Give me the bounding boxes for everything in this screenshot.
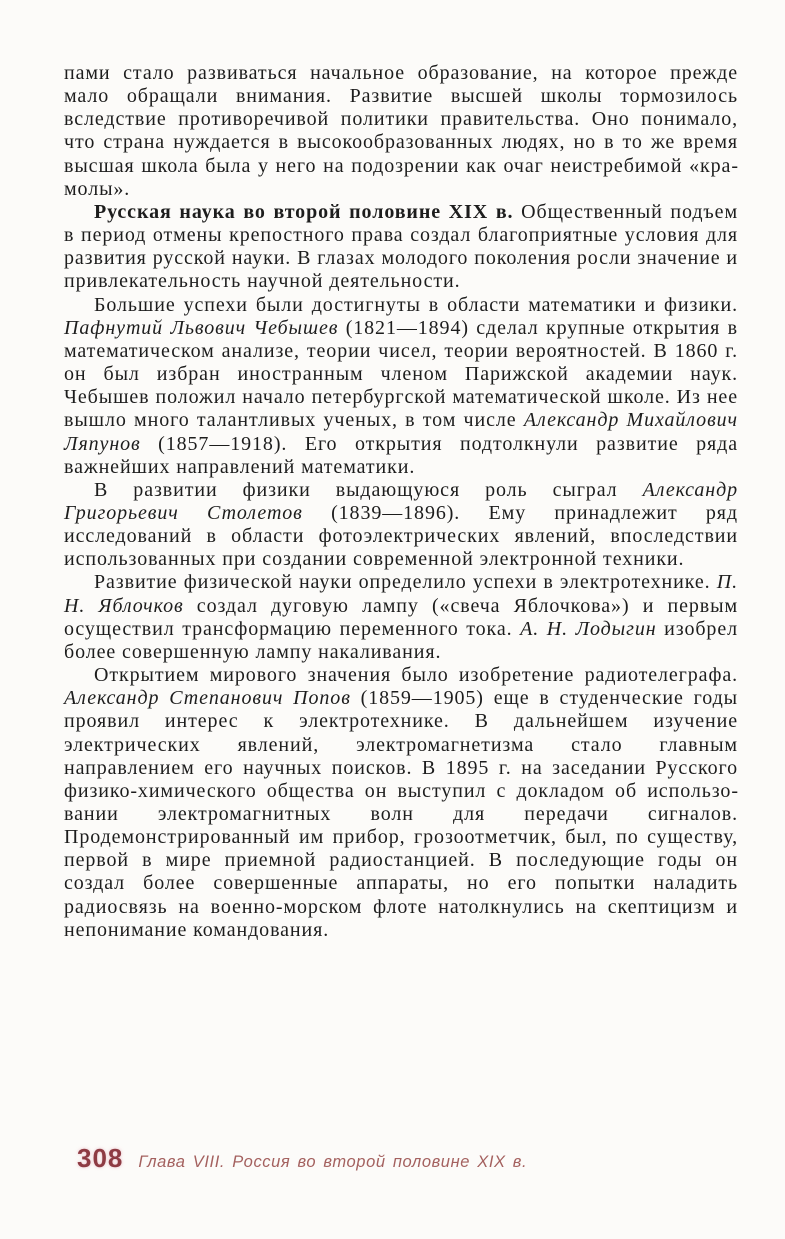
text-run-normal: Большие успехи были достигнуты в области математики и физики. — [94, 293, 738, 316]
text-run-normal: изобрел более совершенную лампу накаливания. — [64, 617, 738, 663]
page-footer — [77, 1143, 527, 1174]
text-run-italic: Пафнутий Львович Чебышев — [64, 316, 339, 339]
text-run-normal: (1821—1894) сделал крупные открытия в математическом анализе, теории чисел, теории вероятностей. В 1860 г. он был избран иностранным членом Парижской академии наук. Чебышев положил начало петербургской математической школе. Из нее вышло много талантливых ученых, в том числе — [64, 316, 738, 432]
text-run-normal: Развитие физической науки определило успехи в электротехнике. — [94, 571, 717, 594]
text-run-bold: Русская наука во второй половине XIX в. — [94, 200, 514, 223]
text-run-normal: (1859—1905) еще в студенческие годы проявил интерес к электротехнике. В дальнейшем изучение электрических явлений, электромагнетизма стало главным направлением его научных поисков. В 1895 г. на заседании Русского физико-химического общества он выступил с докладом об использовании электромагнитных волн для передачи сигналов. Продемонстрированный им прибор, грозоотметчик, был, по существу, первой в мире приемной радиостанцией. В последующие годы он создал более совершенные аппараты, но его попытки наладить радиосвязь на военно-морском флоте натолкнулись на скептицизм и непонимание командования. — [64, 687, 738, 941]
text-run-normal: пами стало развиваться начальное образование, на которое прежде мало обращали внимания. Развитие высшей школы тормозилось вследствие противоречивой политики правительства. Оно понимало, что страна нуждается в высокообразованных людях, но в то же время высшая школа была у него на подозрении как очаг неистребимой «крамолы». — [64, 62, 738, 200]
page-body-text — [64, 62, 738, 942]
text-run-normal: (1857—1918). Его открытия подтолкнули развитие ряда важнейших направлений математики. — [64, 432, 738, 478]
text-run-normal: Общественный подъем в период отмены крепостного права создал благоприятные условия для развития русской науки. В глазах молодого поколения росли значение и привлекательность научной деятельности. — [64, 200, 738, 293]
chapter-title: Глава VIII. Россия во второй половине XIX в. — [138, 1153, 528, 1171]
text-run-normal: (1839—1896). Ему принадлежит ряд исследований в области фотоэлектрических явлений, впоследствии использованных при создании современной электронной техники. — [64, 501, 738, 571]
text-run-italic: А. Н. Лодыгин — [520, 617, 657, 640]
paragraph — [64, 201, 738, 294]
text-run-italic: Александр Михайлович Ляпунов — [64, 409, 738, 455]
text-run-italic: Александр Степанович Попов — [64, 687, 351, 710]
paragraph — [64, 294, 738, 479]
paragraph — [64, 62, 738, 201]
paragraph — [64, 571, 738, 664]
paragraph — [64, 479, 738, 572]
text-run-italic: П. Н. Яблочков — [64, 571, 738, 617]
page-number: 308 — [77, 1143, 124, 1173]
text-run-normal: Открытием мирового значения было изобретение радиотелеграфа. — [94, 664, 738, 687]
text-run-italic: Александр Григорьевич Столетов — [64, 478, 738, 524]
paragraph — [64, 664, 738, 942]
text-run-normal: создал дуговую лампу («свеча Яблочкова») и первым осуществил трансформацию переменного тока. — [64, 594, 738, 640]
text-run-normal: В развитии физики выдающуюся роль сыграл — [94, 478, 643, 501]
